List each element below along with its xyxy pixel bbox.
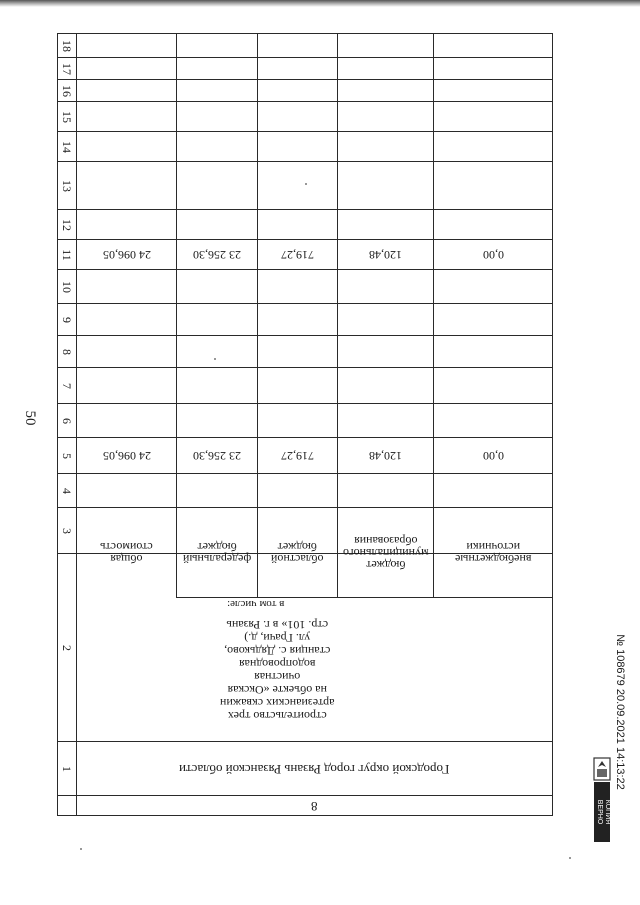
value-col12-total: 24 096,05 [102, 247, 151, 262]
col-number-15: 15 [60, 110, 74, 123]
budget-table [57, 33, 553, 816]
source-regional: областной бюджет [271, 539, 324, 566]
col-number-8: 8 [60, 348, 74, 355]
col-number-5: 5 [60, 452, 74, 459]
col-number-2: 2 [60, 644, 74, 651]
source-total: общая стоимость [100, 539, 153, 566]
col-number-1: 1 [60, 765, 74, 772]
col-number-18: 18 [60, 39, 74, 52]
svg-text:КОПИЯ: КОПИЯ [604, 799, 611, 825]
value-col6-extrabudget: 0,00 [482, 448, 504, 463]
document-id: № 108679 20.09.2021 14:13:22 [614, 634, 627, 790]
value-col6-municipal: 120,48 [369, 448, 402, 463]
col-number-3: 3 [60, 527, 74, 534]
scan-top-edge [0, 0, 640, 7]
svg-text:ВЕРНО: ВЕРНО [596, 799, 603, 825]
source-federal: федеральный бюджет [182, 539, 252, 566]
scan-speck [305, 183, 307, 185]
col-number-11: 11 [60, 248, 74, 261]
col-number-13: 13 [60, 179, 74, 192]
scan-speck [569, 857, 571, 859]
value-col12-extrabudget: 0,00 [482, 247, 504, 262]
page-number: 50 [22, 410, 39, 426]
value-col12-federal: 23 256,30 [193, 247, 241, 262]
territory-name: Городской округ город Рязань Рязанской области [179, 761, 450, 777]
col-number-12: 12 [60, 218, 74, 231]
col-number-7: 7 [60, 382, 74, 389]
project-description: строительство трех артезианских скважин на объекте «Окская очистная водопроводная станция с. Дядьково, ул. Грачи, д.) стр. 101» в г. Рязань [219, 617, 335, 723]
scan-speck [80, 848, 82, 850]
col-number-10: 10 [60, 280, 74, 293]
scan-speck [214, 358, 216, 360]
value-col12-municipal: 120,48 [369, 247, 402, 262]
value-col6-federal: 23 256,30 [193, 448, 241, 463]
col-number-17: 17 [60, 62, 74, 75]
in-total-label: в том числе: [227, 598, 285, 610]
col-number-9: 9 [60, 316, 74, 323]
value-col12-regional: 719,27 [281, 247, 314, 262]
col-number-6: 6 [60, 417, 74, 424]
col-number-4: 4 [60, 487, 74, 494]
value-col6-total: 24 096,05 [102, 448, 151, 463]
source-municipal: бюджет муниципального образования [342, 533, 429, 572]
col-number-16: 16 [60, 84, 74, 97]
source-extrabudget: внебюджетные источники [454, 539, 532, 566]
value-col6-regional: 719,27 [281, 448, 314, 463]
row-number: 8 [311, 798, 318, 814]
col-number-14: 14 [60, 140, 74, 153]
